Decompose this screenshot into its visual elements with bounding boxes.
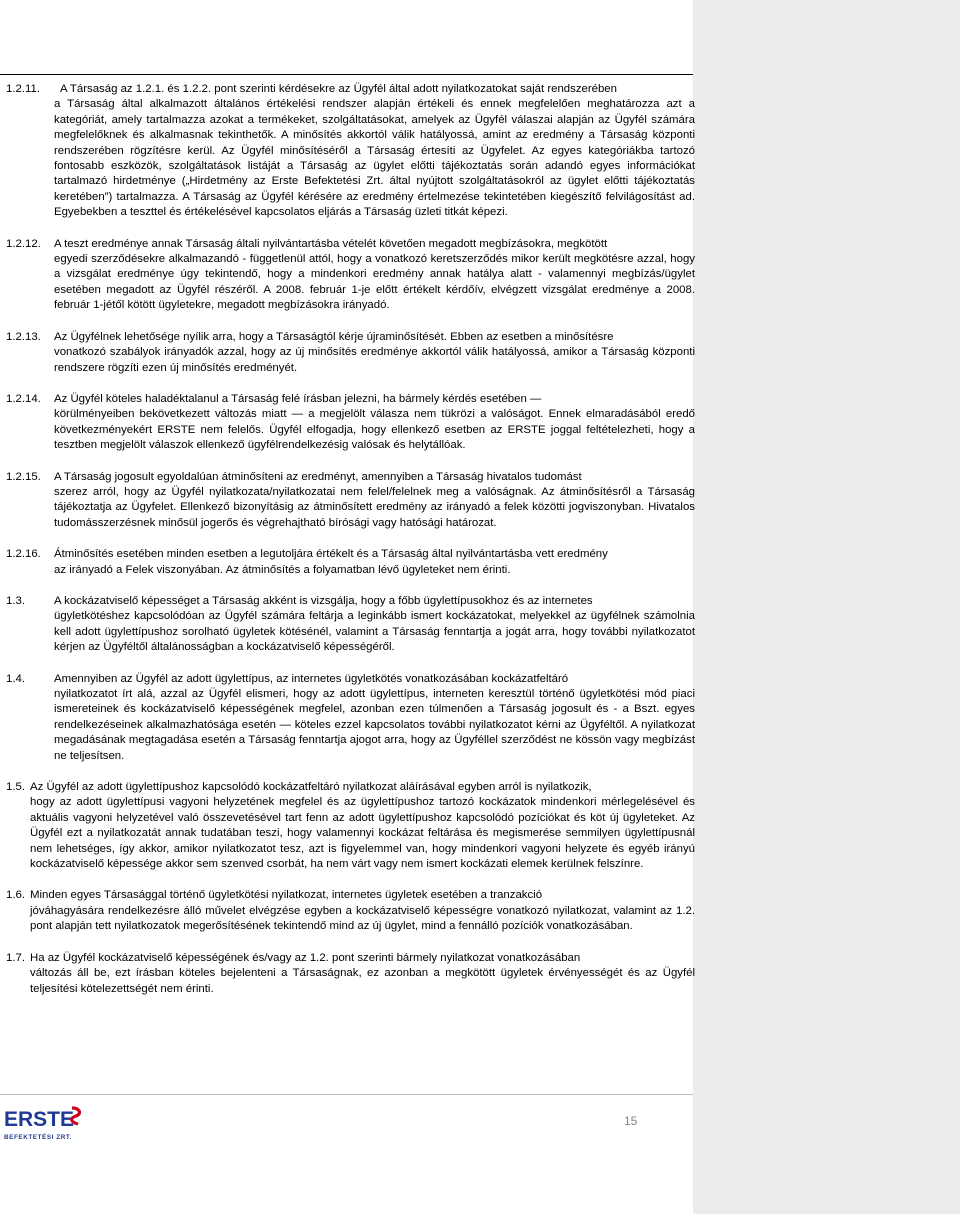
section-body-text: a Társaság által alkalmazott általános értékelési rendszer alapján értékeli és ennek megfelelően meghatározza azt a kategóriát, amely tartalmazza azokat a termékeket, szolgáltatásokat, amelyek az Ügyfél válaszai alapján az Ügyfél számára megfelelőknek és alkalmasnak tekinthetők. A minősítés akkortól válik hatályossá, amint az eredmény a Társaság központi rendszerében rögzítésre kerül. Az Ügyfél minősítéséről a Társaság értesíti az Ügyfelet. Az egyes kategóriákba tartozó fontosabb eszközök, szolgáltatások listáját a Társaság az ügylet előtti tájékoztatás során adandó egyes információkat tartalmazó hirdetménye („Hirdetmény az Erste Befektetési Zrt. által nyújtott szolgáltatásokról az ügylet előtti tájékoztatás keretében”) tartalmazza. A Társaság az Ügyfél kérésére az eredmény értelmezése tekintetében kiegészítő felvilágosítást ad. Egyebekben a teszttel és értékelésével kapcsolatos eljárás a Társaság üzleti titkát képezi.	[54, 98, 695, 219]
section-body-text: jóváhagyására rendelkezésre álló művelet elvégzése egyben a kockázatviselő képességre vonatkozó nyilatkozat, valamint az 1.2. pont alapján tett nyilatkozatok megerősítésének tekintendő mind az új ügylet, mind a fennálló pozíciók vonatkozásában.	[30, 904, 695, 933]
comment-margin-panel	[693, 0, 960, 1214]
section-number: 1.6.	[6, 889, 25, 902]
header-rule	[0, 74, 693, 75]
section-first-line-text: Az Ügyfél az adott ügylettípushoz kapcsolódó kockázatfeltáró nyilatkozat aláírásával egyben arról is nyilatkozik,	[30, 781, 592, 794]
section-1-2-16	[6, 547, 695, 578]
section-number: 1.2.11.	[6, 83, 40, 95]
section-number: 1.2.13.	[6, 330, 41, 343]
section-number: 1.2.14.	[6, 392, 41, 405]
section-first-line	[6, 672, 695, 687]
section-first-line	[6, 888, 695, 903]
section-1-2-15	[6, 470, 695, 532]
section-first-line	[6, 951, 695, 966]
section-1-2-13	[6, 330, 695, 376]
section-first-line-text: Átminősítés esetében minden esetben a legutoljára értékelt és a Társaság által nyilvántartásba vett eredmény	[54, 548, 608, 561]
section-body-text: egyedi szerződésekre alkalmazandó - függetlenül attól, hogy a vonatkozó keretszerződés mikor került megkötésre azzal, hogy a vizsgálat eredménye úgy tekintendő, hogy a mindenkori eredmény annak hatálya alatt - valamennyi megbízás/ügylet esetében megadott az Ügyfél részéről. A 2008. február 1-je előtt értékelt kérdőív, elvégzett vizsgálat eredménye a 2008. február 1-jétől kötött ügyletekre, megadott megbízásokra irányadó.	[54, 253, 695, 312]
section-number: 1.3.	[6, 594, 25, 607]
section-first-line-text: A Társaság az 1.2.1. és 1.2.2. pont szerinti kérdésekre az Ügyfél által adott nyilatkozatokat saját rendszerében	[60, 83, 617, 95]
section-body-text: vonatkozó szabályok irányadók azzal, hogy az új minősítés eredménye akkortól válik hatályossá, amikor a Társaság központi rendszere rögzíti ezen új minősítés eredményét.	[54, 346, 695, 374]
section-first-line-text: A kockázatviselő képességet a Társaság akként is vizsgálja, hogy a főbb ügylettípusokhoz és az internetes	[54, 594, 593, 607]
section-first-line-text: Az Ügyfél köteles haladéktalanul a Társaság felé írásban jelezni, ha bármely kérdés esetében —	[54, 392, 542, 405]
section-body-text: hogy az adott ügylettípusi vagyoni helyzetének megfelel és az ügylettípushoz tartozó kockázatok mindenkori mérlegelésével és aktuális vagyoni helyzetével való összevetésével tart fenn az adott ügylettípushoz kapcsolódó pozíciókat és köt új ügyleteket. Az Ügyfél ezt a nyilatkozatát annak tudatában teszi, hogy valamennyi kockázat feltárása és megismerése semmilyen ügylettípusnál nem lehetséges, így akkor, amikor nyilatkozatot tesz, azt is figyelemmel van, hogy mindenkori vagyoni helyzete és egyéb irányú kockázatviselő képessége akkor sem szenved csorbát, ha nem várt vagy nem ismert kockázati elemek kerülnek felszínre.	[30, 796, 695, 871]
section-first-line-text: Minden egyes Társasággal történő ügyletkötési nyilatkozat, internetes ügyletek esetében a tranzakció	[30, 889, 543, 902]
erste-logo-graphic	[4, 1106, 88, 1144]
section-number: 1.2.15.	[6, 470, 41, 483]
section-1-6	[6, 888, 695, 934]
section-1-2-12	[6, 237, 695, 314]
section-1-7	[6, 951, 695, 997]
section-first-line	[6, 392, 695, 407]
section-first-line-text: A Társaság jogosult egyoldalúan átminősíteni az eredményt, amennyiben a Társaság hivatalos tudomást	[54, 470, 582, 483]
section-first-line-text: A teszt eredménye annak Társaság általi nyilvántartásba vételét követően megadott megbízásokra, megkötött	[54, 237, 608, 250]
document-body	[6, 82, 695, 997]
section-number: 1.7.	[6, 951, 25, 964]
section-number: 1.4.	[6, 672, 25, 685]
logo-subtitle: BEFEKTETÉSI ZRT.	[4, 1134, 73, 1141]
section-body-text: szerez arról, hogy az Ügyfél nyilatkozata/nyilatkozatai nem felel/felelnek meg a valóságnak. Az átminősítésről a Társaság tájékoztatja az Ügyfelet. Ellenkező bizonyításig az átminősített eredmény az irányadó a felek közötti jogviszonyban. Hivatalos tudomásszerzésnek minősül jogerős és végrehajtható bírósági vagy hatósági határozat.	[54, 485, 695, 529]
section-body-text: az irányadó a Felek viszonyában. Az átminősítés a folyamatban lévő ügyleteket nem érinti.	[54, 563, 511, 576]
page-number: 15	[624, 1114, 638, 1128]
section-number: 1.2.16.	[6, 548, 41, 561]
section-1-4	[6, 672, 695, 764]
section-first-line-text: Ha az Ügyfél kockázatviselő képességének és/vagy az 1.2. pont szerinti bármely nyilatkozat vonatkozásában	[30, 951, 581, 964]
section-first-line	[6, 330, 695, 345]
section-first-line-text: Amennyiben az Ügyfél az adott ügylettípus, az internetes ügyletkötés vonatkozásában kockázatfeltáró	[54, 672, 569, 685]
section-first-line	[6, 82, 695, 97]
section-first-line-text: Az Ügyfélnek lehetősége nyílik arra, hogy a Társaságtól kérje újraminősítését. Ebben az esetben a minősítésre	[54, 330, 614, 343]
section-first-line	[6, 237, 695, 252]
section-number: 1.5.	[6, 781, 25, 794]
logo-wordmark: ERSTE	[4, 1108, 75, 1131]
section-1-2-11	[6, 82, 695, 221]
section-1-5	[6, 780, 695, 872]
section-body-text: körülményeiben bekövetkezett változás miatt — a megjelölt válasza nem tükrözi a valóságot. Ennek elmaradásából eredő következményekért ERSTE nem felelős. Ügyfél elfogadja, hogy ellenkező esetben az ERSTE joggal feltételezheti, hogy a tesztben megjelölt válaszok ellenkező ügyfélrendelkezésig valósak és helytállóak.	[54, 408, 695, 452]
footer-rule	[0, 1094, 693, 1095]
erste-logo	[4, 1106, 88, 1144]
section-first-line	[6, 780, 695, 795]
section-body-text: nyilatkozatot írt alá, azzal az Ügyfél elismeri, hogy az adott ügylettípus, interneten keresztül történő ügyletkötési mód piaci ismereteinek és kockázatviselő képességének megfelel, azonban ezen túlmenően a Társaság jogosult és - a Bszt. egyes rendelkezéseinek alkalmazhatósága esetén — köteles ezzel kapcsolatos további nyilatkozatot kérni az Ügyféltől. A nyilatkozat megadásának megtagadása esetén a Társaság fenntartja ajogot arra, hogy az Ügyféllel szerződést ne kössön vagy megbízást ne teljesítsen.	[54, 688, 695, 762]
section-body-text: ügyletkötéshez kapcsolódóan az Ügyfél számára feltárja a leginkább ismert kockázatokat, melyekkel az ügyfélnek számolnia kell adott ügylettípushoz sorolható ügyletek kötésénél, valamint a Társaság fenntartja a jogát arra, hogy további nyilatkozatot kérjen az Ügyféltől általánosságban a kockázatviselő képességéről.	[54, 610, 695, 654]
section-1-2-14	[6, 392, 695, 454]
section-first-line	[6, 547, 695, 562]
section-number: 1.2.12.	[6, 237, 41, 250]
section-first-line	[6, 470, 695, 485]
section-1-3	[6, 594, 695, 656]
section-first-line	[6, 594, 695, 609]
section-body-text: változás áll be, ezt írásban köteles bejelenteni a Társaságnak, ez azonban a megkötött ügyletek érvényességét és az Ügyfél teljesítési kötelezettségét nem érinti.	[30, 967, 695, 995]
